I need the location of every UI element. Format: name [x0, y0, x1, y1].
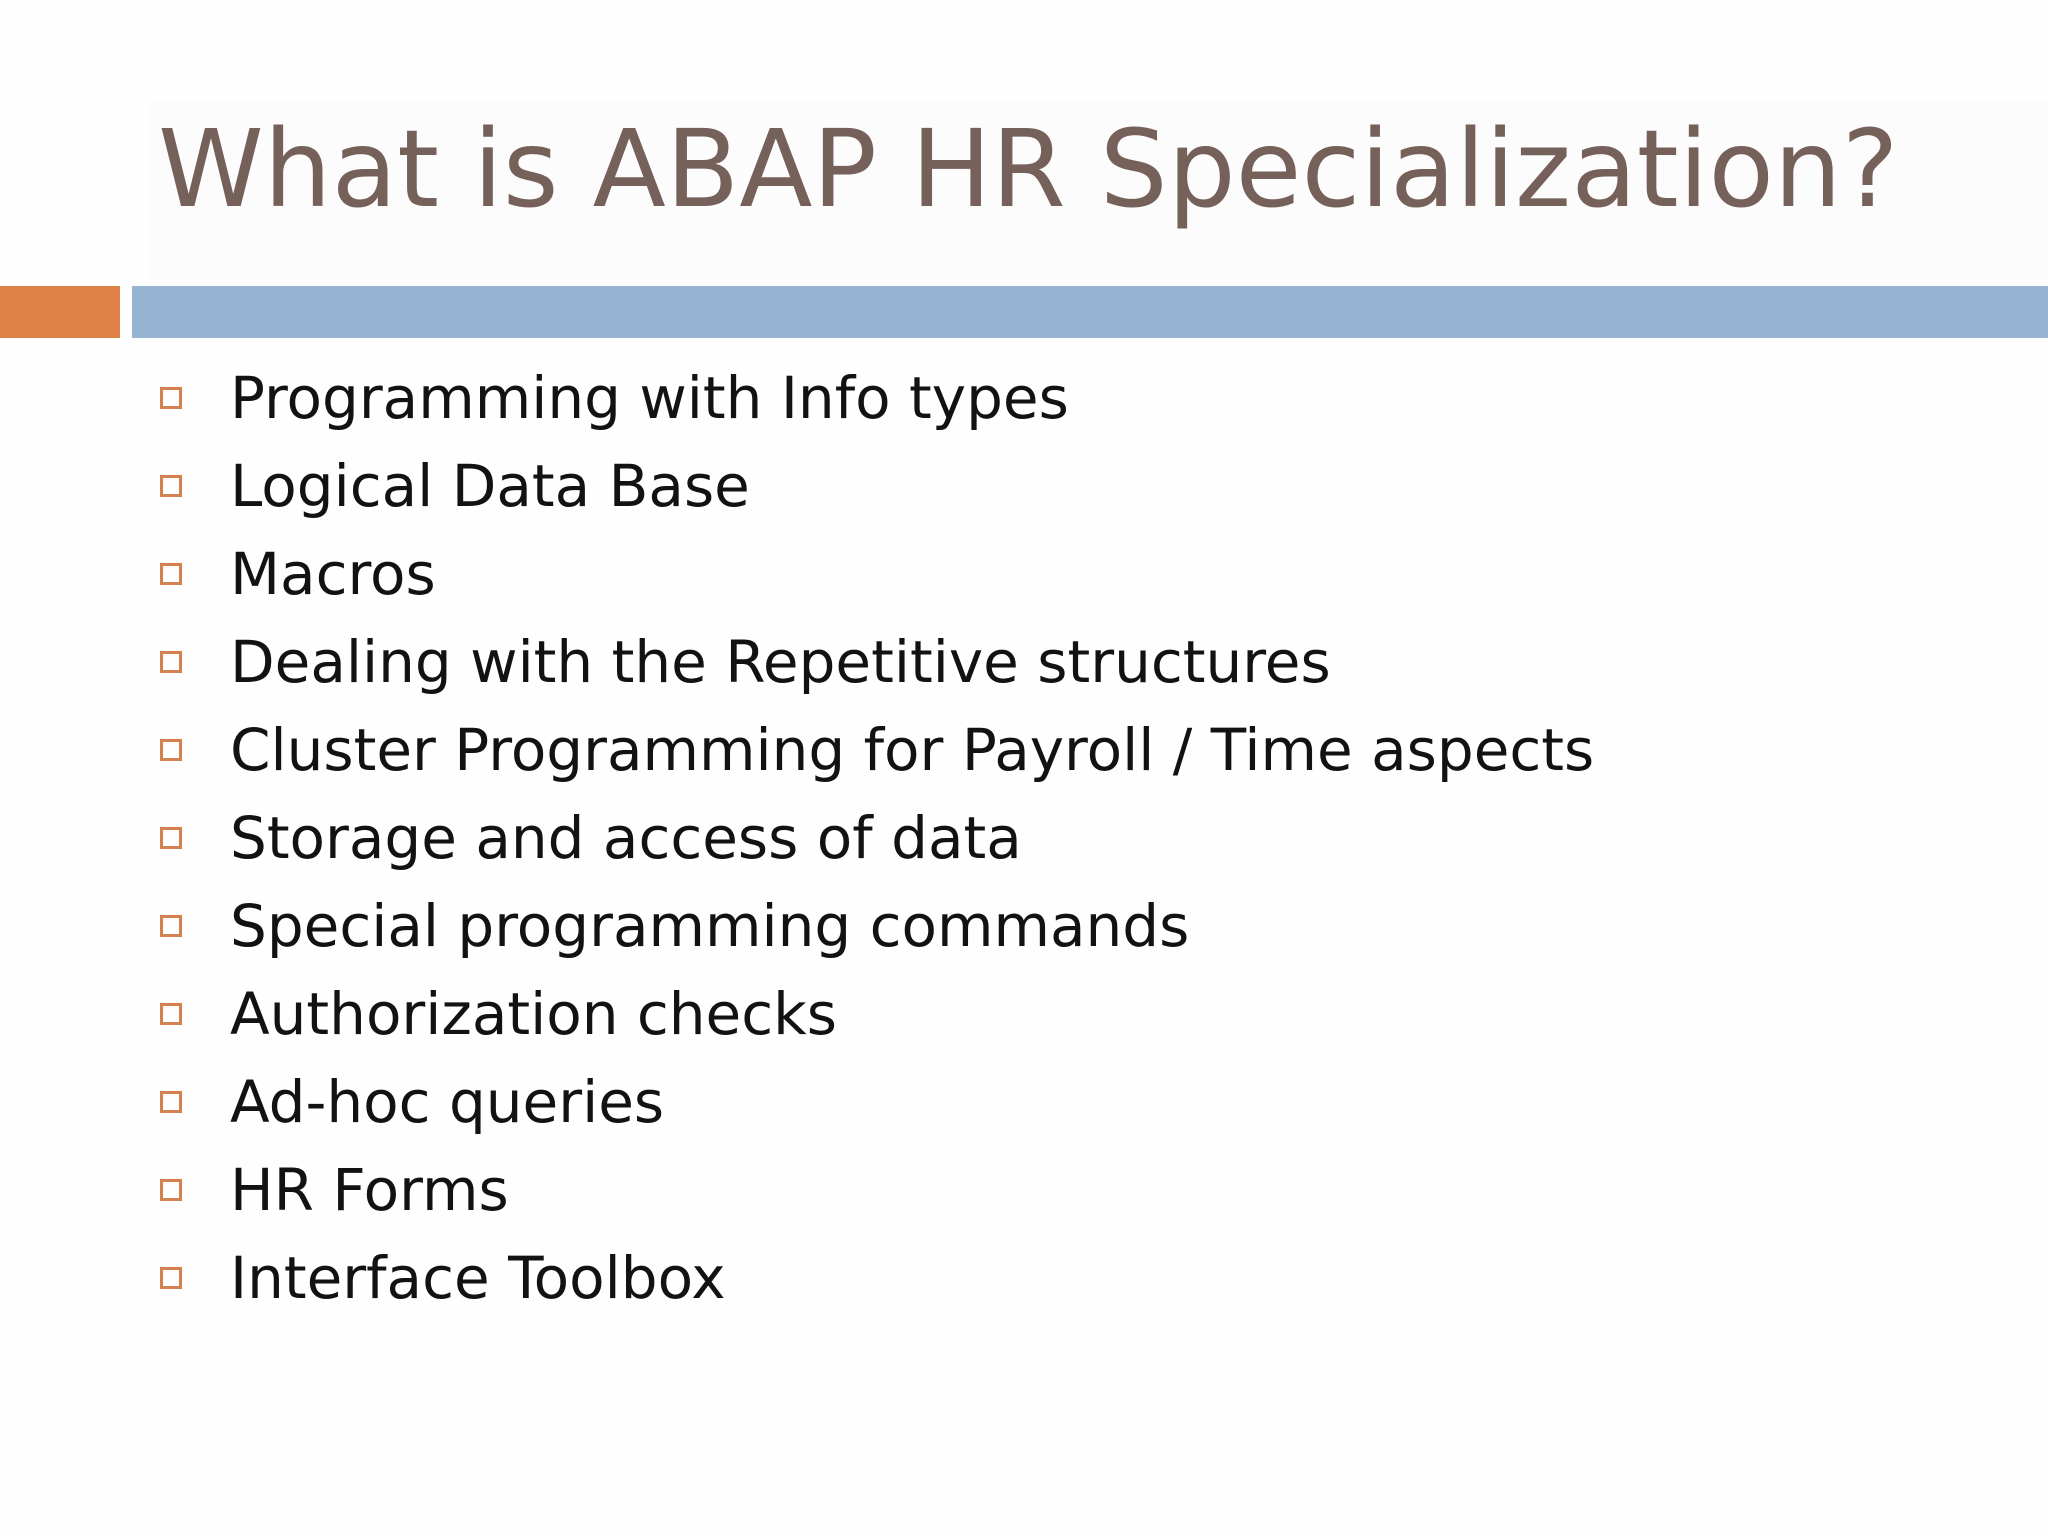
bullet-text: Authorization checks: [230, 980, 837, 1048]
list-item: [160, 618, 1594, 706]
list-item: [160, 794, 1594, 882]
bullet-text: Special programming commands: [230, 892, 1190, 960]
square-bullet-icon: [160, 827, 182, 849]
list-item: [160, 706, 1594, 794]
square-bullet-icon: [160, 1179, 182, 1201]
square-bullet-icon: [160, 563, 182, 585]
square-bullet-icon: [160, 387, 182, 409]
square-bullet-icon: [160, 739, 182, 761]
square-bullet-icon: [160, 1003, 182, 1025]
square-bullet-icon: [160, 1267, 182, 1289]
bullet-text: Dealing with the Repetitive structures: [230, 628, 1331, 696]
bullet-list: [160, 354, 1594, 1322]
accent-bar-blue: [132, 286, 2048, 338]
list-item: [160, 1234, 1594, 1322]
accent-bar-orange: [0, 286, 120, 338]
bullet-text: Cluster Programming for Payroll / Time aspects: [230, 716, 1595, 784]
square-bullet-icon: [160, 475, 182, 497]
list-item: [160, 1146, 1594, 1234]
square-bullet-icon: [160, 651, 182, 673]
list-item: [160, 442, 1594, 530]
list-item: [160, 1058, 1594, 1146]
list-item: [160, 882, 1594, 970]
list-item: [160, 530, 1594, 618]
list-item: [160, 970, 1594, 1058]
bullet-text: Interface Toolbox: [230, 1244, 726, 1312]
bullet-text: Programming with Info types: [230, 364, 1069, 432]
bullet-text: Logical Data Base: [230, 452, 750, 520]
slide-title: What is ABAP HR Specialization?: [158, 108, 1899, 232]
square-bullet-icon: [160, 1091, 182, 1113]
bullet-text: Ad-hoc queries: [230, 1068, 665, 1136]
bullet-text: HR Forms: [230, 1156, 509, 1224]
bullet-text: Macros: [230, 540, 436, 608]
bullet-text: Storage and access of data: [230, 804, 1022, 872]
square-bullet-icon: [160, 915, 182, 937]
list-item: [160, 354, 1594, 442]
